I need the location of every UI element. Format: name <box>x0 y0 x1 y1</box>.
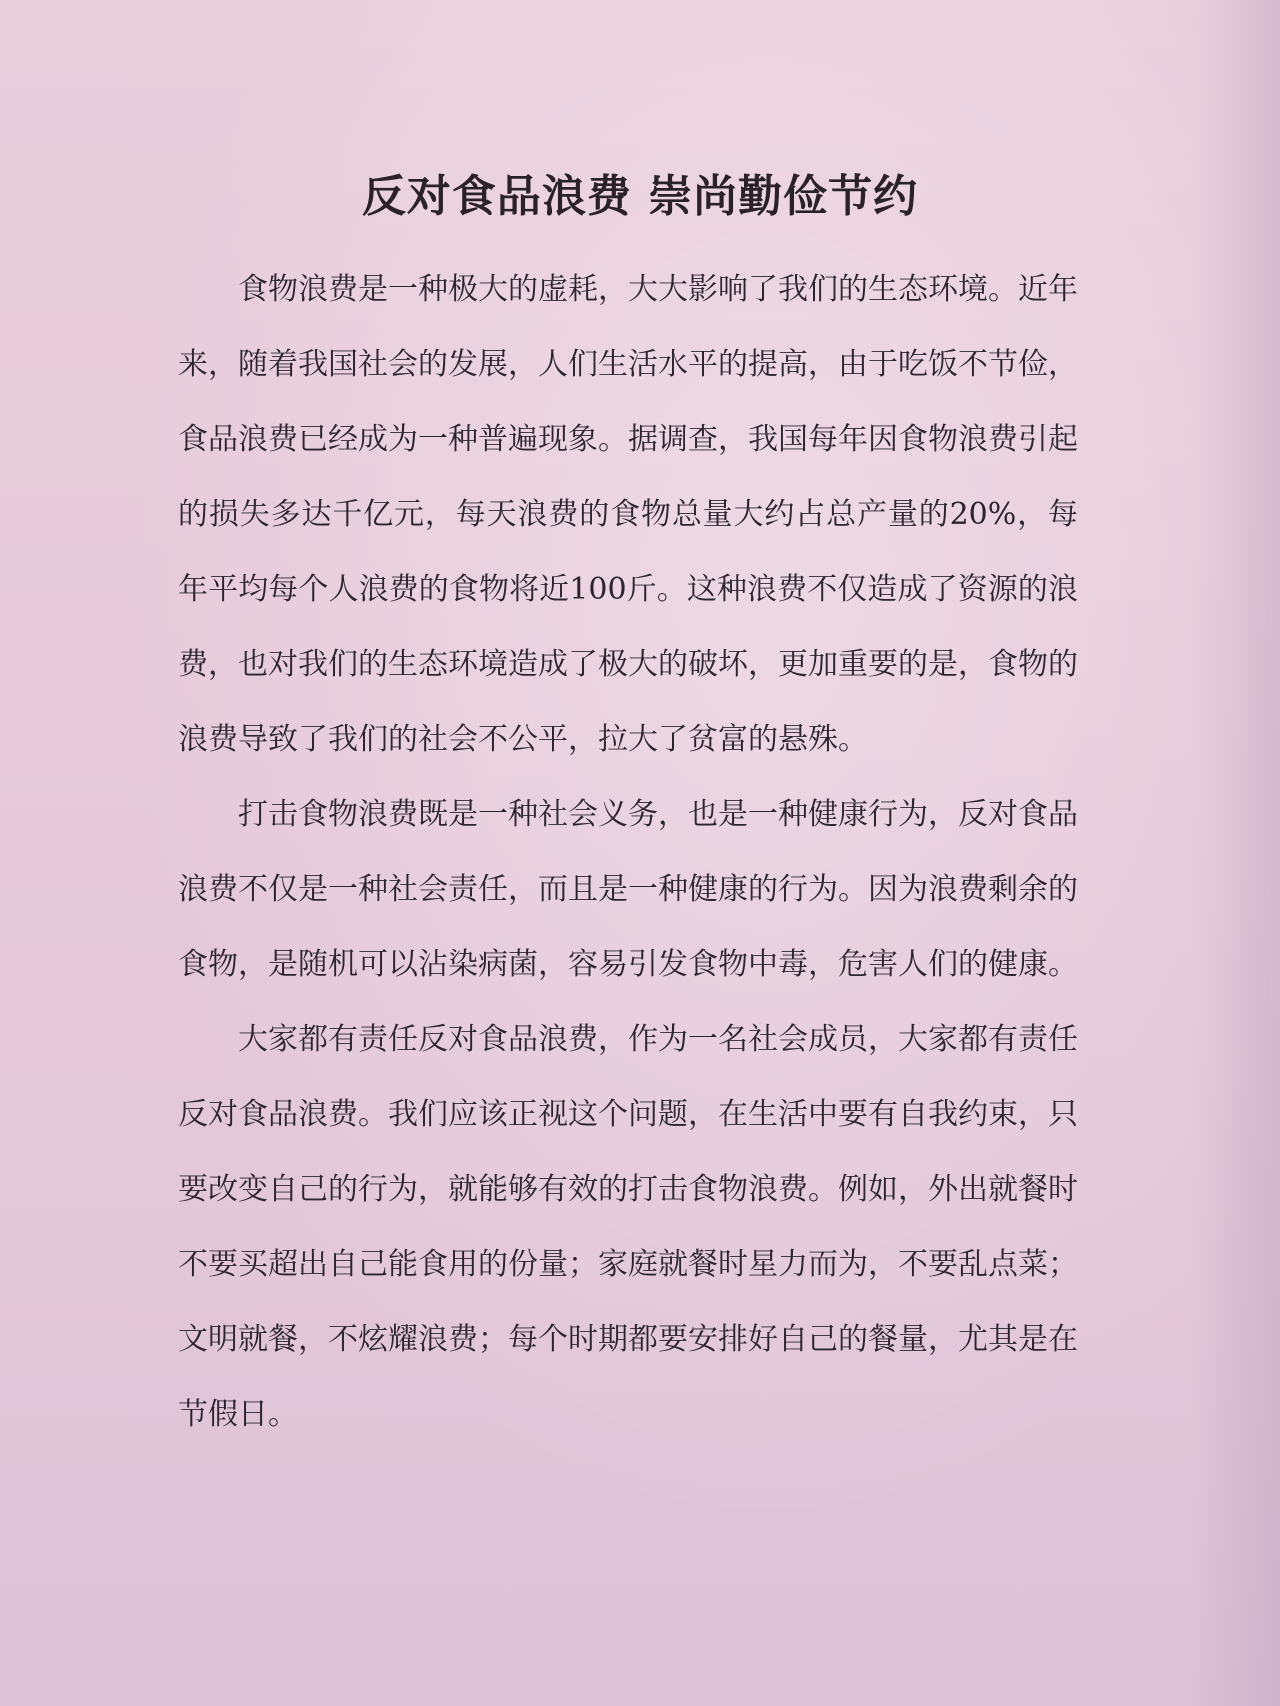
paragraph-2: 打击食物浪费既是一种社会义务，也是一种健康行为，反对食品浪费不仅是一种社会责任，而且是一种健康的行为。因为浪费剩余的食物，是随机可以沾染病菌，容易引发食物中毒，危害人们的健康。 <box>178 797 1078 982</box>
paper-edge-shadow <box>1190 0 1280 1706</box>
paragraph-1: 食物浪费是一种极大的虚耗，大大影响了我们的生态环境。近年来，随着我国社会的发展，人们生活水平的提高，由于吃饭不节俭，食品浪费已经成为一种普遍现象。据调查，我国每年因食物浪费引起的损失多达千亿元，每天浪费的食物总量大约占总产量的20%，每年平均每个人浪费的食物将近100斤。这种浪费不仅造成了资源的浪费，也对我们的生态环境造成了极大的破坏，更加重要的是，食物的浪费导致了我们的社会不公平，拉大了贫富的悬殊。 <box>178 272 1078 757</box>
paragraph-3: 大家都有责任反对食品浪费，作为一名社会成员，大家都有责任反对食品浪费。我们应该正视这个问题，在生活中要有自我约束，只要改变自己的行为，就能够有效的打击食物浪费。例如，外出就餐时不要买超出自己能食用的份量；家庭就餐时星力而为，不要乱点菜；文明就餐，不炫耀浪费；每个时期都要安排好自己的餐量，尤其是在节假日。 <box>178 1022 1078 1432</box>
document-title: 反对食品浪费 崇尚勤俭节约 <box>361 171 919 222</box>
document-body <box>178 252 1078 1452</box>
